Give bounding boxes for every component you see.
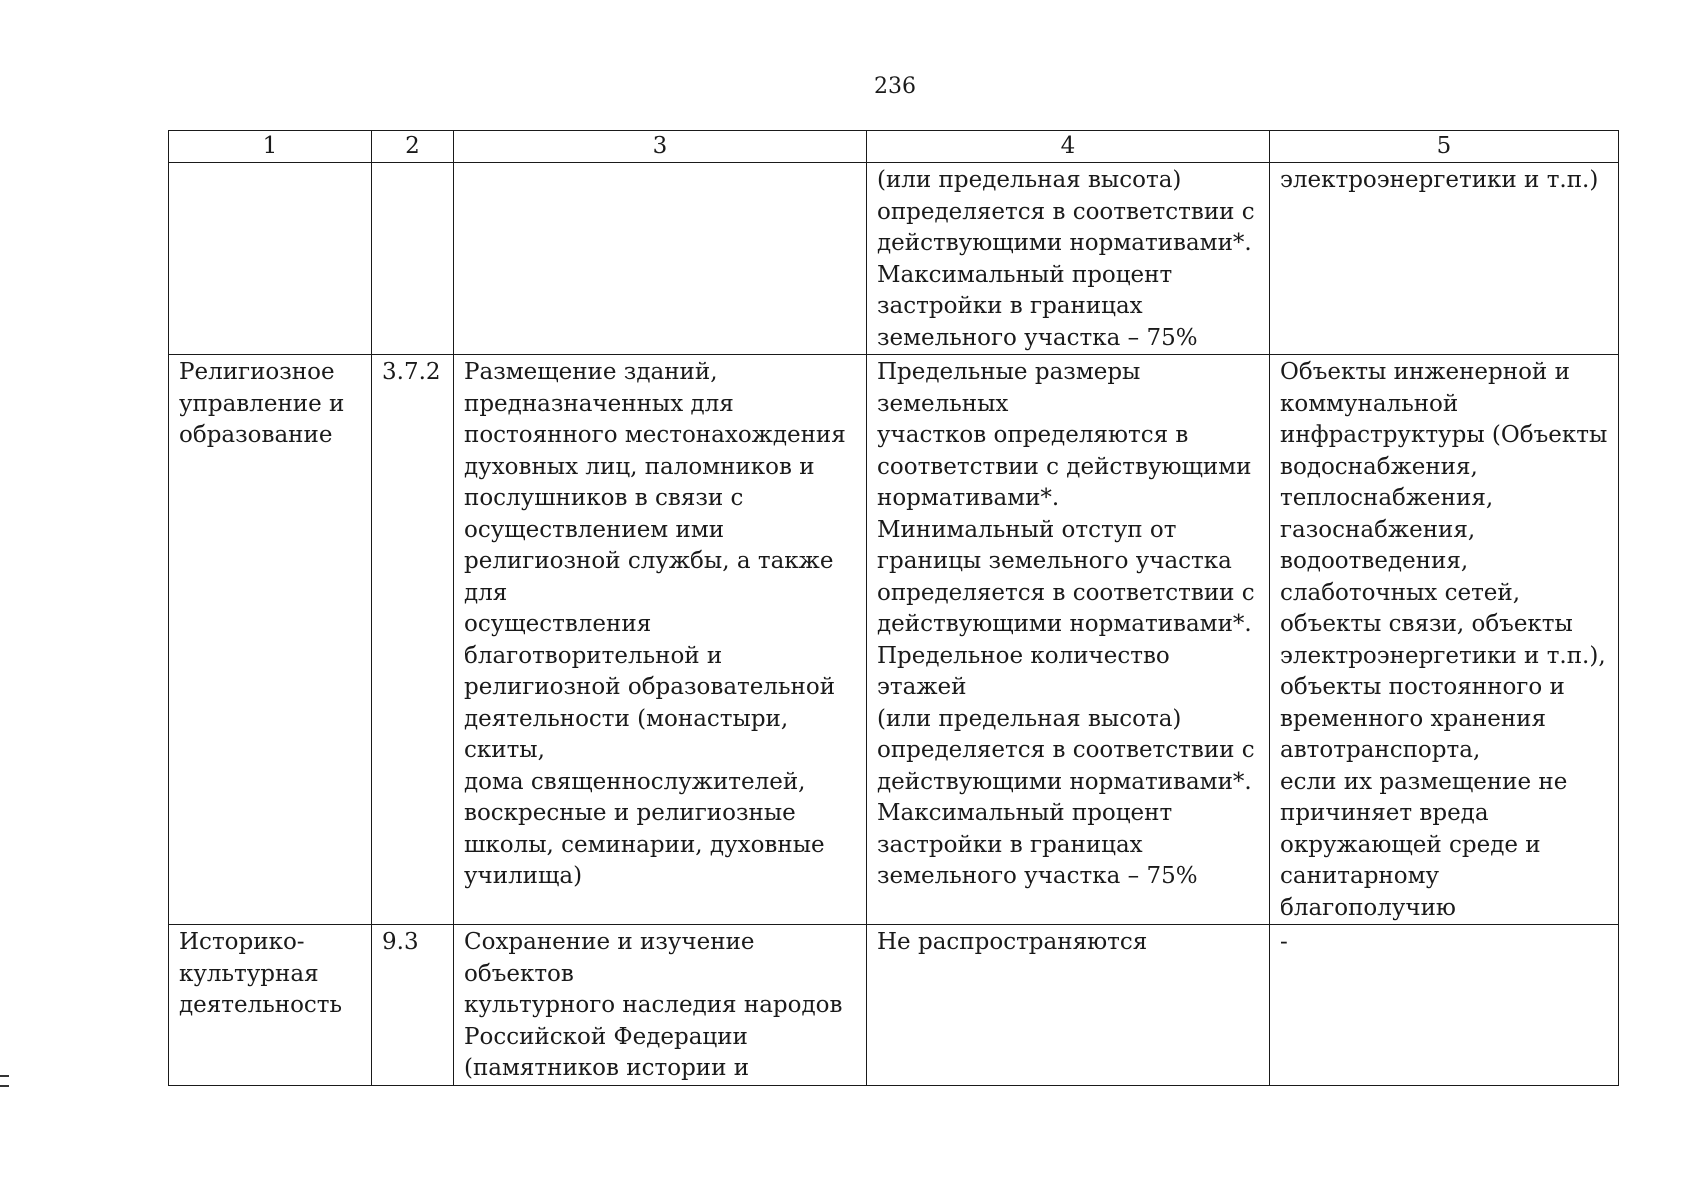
cell-text-line: газоснабжения,	[1280, 516, 1476, 543]
cell-text-line: слаботочных сетей,	[1280, 579, 1521, 606]
cell-parameters	[867, 925, 1270, 1086]
cell-text-line: земельного участка – 75%	[877, 863, 1198, 889]
cell-text-line: действующими нормативами*.	[877, 230, 1252, 256]
zoning-table	[168, 130, 1619, 1086]
cell-auxiliary-uses	[1270, 163, 1619, 355]
table-row	[169, 163, 1619, 355]
cell-text-line: водоотведения,	[1280, 548, 1469, 574]
cell-text-line: предназначенных для	[464, 390, 734, 417]
cell-text-line: Религиозное	[179, 359, 335, 385]
cell-text-line: воскресные и религиозные	[464, 800, 796, 826]
cell-text-line: электроэнергетики и т.п.),	[1280, 642, 1606, 669]
cell-text-line: училища)	[464, 863, 583, 889]
cell-text-line: окружающей среде и	[1280, 831, 1541, 858]
header-col-1: 1	[169, 131, 372, 163]
cell-description	[454, 163, 867, 355]
cell-description	[454, 355, 867, 925]
header-row	[169, 131, 1619, 163]
cell-text-line: школы, семинарии, духовные	[464, 831, 825, 858]
cell-text-line: объекты постоянного и	[1280, 674, 1565, 700]
cell-text-line: культурная	[179, 960, 319, 987]
cell-text-line: Предельные размеры земельных	[877, 359, 1141, 417]
table-row	[169, 925, 1619, 1086]
cell-use-name	[169, 925, 372, 1086]
header-col-2: 2	[372, 131, 454, 163]
cell-description	[454, 925, 867, 1086]
cell-text-line: застройки в границах	[877, 831, 1143, 858]
cell-text-line: Российской Федерации	[464, 1023, 748, 1050]
cell-parameters	[867, 163, 1270, 355]
cell-text-line: Историко-	[179, 929, 305, 955]
cell-text-line: послушников в связи с	[464, 485, 744, 511]
cell-text-line: (или предельная высота)	[877, 705, 1182, 732]
cell-text-line: деятельность	[179, 992, 343, 1018]
cell-text-line: нормативами*.	[877, 485, 1060, 511]
cell-text-line: Не распространяются	[877, 929, 1148, 955]
cell-text-line: объекты связи, объекты	[1280, 611, 1573, 637]
cell-text-line: если их размещение не	[1280, 768, 1568, 795]
cell-code	[372, 163, 454, 355]
cell-text: 9.3	[382, 929, 419, 955]
header-col-3: 3	[454, 131, 867, 163]
cell-text-line: культурного наследия народов	[464, 992, 843, 1018]
cell-text-line: образование	[179, 422, 333, 448]
cell-text-line: (или предельная высота)	[877, 167, 1182, 193]
cell-text-line: благотворительной и	[464, 642, 723, 669]
cell-text-line: действующими нормативами*.	[877, 768, 1252, 795]
table-row	[169, 355, 1619, 925]
cell-text-line: Предельное количество этажей	[877, 642, 1170, 700]
cell-text-line: религиозной образовательной	[464, 674, 836, 700]
cell-text-line: Объекты инженерной и	[1280, 359, 1570, 385]
cell-text-line: границы земельного участка	[877, 548, 1232, 574]
cell-text-line: деятельности (монастыри, скиты,	[464, 705, 789, 763]
cell-text-line: Максимальный процент	[877, 800, 1173, 826]
cell-auxiliary-uses	[1270, 355, 1619, 925]
cell-text-line: санитарному	[1280, 863, 1440, 889]
cell-text-line: благополучию	[1280, 894, 1456, 921]
header-col-4: 4	[867, 131, 1270, 163]
cell-text-line: теплоснабжения,	[1280, 485, 1494, 511]
edge-mark	[0, 1075, 9, 1095]
cell-text-line: Сохранение и изучение объектов	[464, 929, 755, 987]
cell-text-line: определяется в соответствии с	[877, 579, 1255, 606]
cell-text-line: электроэнергетики и т.п.)	[1280, 167, 1599, 193]
cell-text-line: водоснабжения,	[1280, 453, 1478, 480]
cell-text-line: коммунальной	[1280, 390, 1459, 417]
cell-text-line: осуществлением ими	[464, 516, 725, 543]
cell-text-line: застройки в границах	[877, 293, 1143, 319]
cell-text-line: (памятников истории и	[464, 1055, 750, 1081]
cell-text-line: религиозной службы, а также для	[464, 548, 834, 606]
cell-code	[372, 355, 454, 925]
header-col-5: 5	[1270, 131, 1619, 163]
page-number: 236	[874, 74, 916, 99]
cell-code	[372, 925, 454, 1086]
cell-text-line: действующими нормативами*.	[877, 611, 1252, 637]
cell-text-line: определяется в соответствии с	[877, 737, 1255, 763]
cell-text-line: соответствии с действующими	[877, 453, 1252, 480]
cell-text-line: инфраструктуры (Объекты	[1280, 422, 1608, 448]
cell-text-line: управление и	[179, 390, 345, 417]
cell-text: 3.7.2	[382, 359, 441, 385]
cell-use-name	[169, 163, 372, 355]
cell-parameters	[867, 355, 1270, 925]
cell-text-line: причиняет вреда	[1280, 800, 1489, 826]
cell-text-line: дома священнослужителей,	[464, 768, 806, 795]
cell-text-line: Максимальный процент	[877, 261, 1173, 288]
cell-text-line: участков определяются в	[877, 422, 1189, 448]
cell-text-line: автотранспорта,	[1280, 737, 1481, 763]
cell-use-name	[169, 355, 372, 925]
cell-text-line: духовных лиц, паломников и	[464, 453, 815, 480]
cell-text-line: определяется в соответствии с	[877, 198, 1255, 225]
cell-text-line: земельного участка – 75%	[877, 324, 1198, 351]
cell-auxiliary-uses	[1270, 925, 1619, 1086]
cell-text-line: -	[1280, 929, 1288, 955]
cell-text-line: Минимальный отступ от	[877, 516, 1177, 543]
cell-text-line: Размещение зданий,	[464, 359, 718, 385]
cell-text-line: временного хранения	[1280, 705, 1547, 732]
cell-text-line: постоянного местонахождения	[464, 422, 846, 448]
cell-text-line: осуществления	[464, 611, 652, 637]
